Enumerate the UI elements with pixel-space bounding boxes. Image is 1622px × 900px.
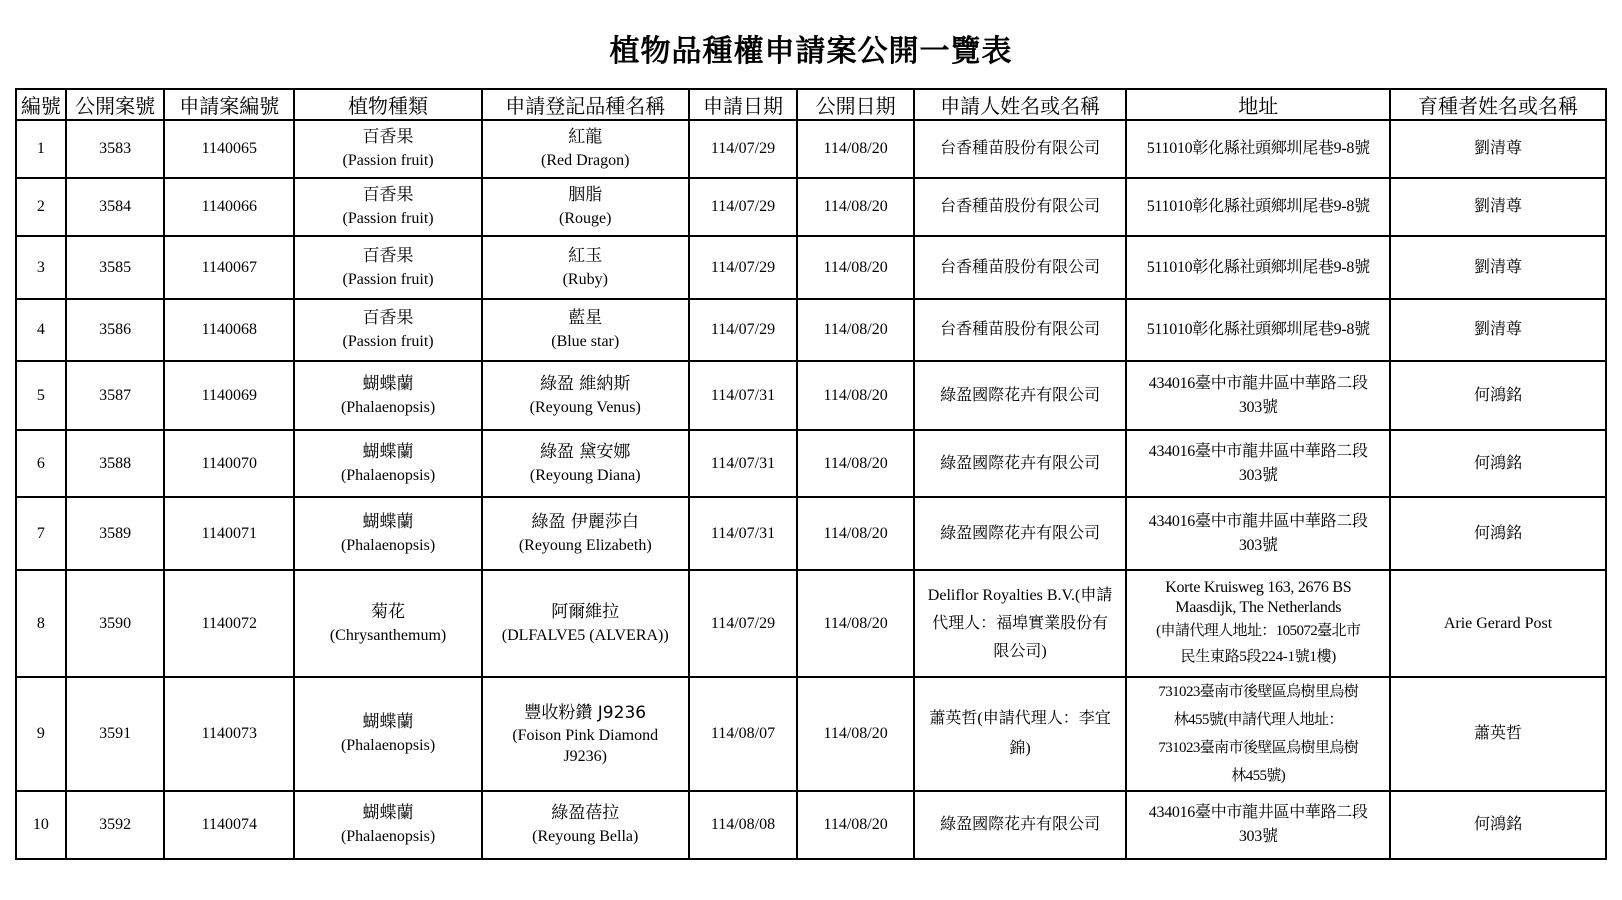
address-line: 303號: [1238, 828, 1278, 845]
cell-applicant: [914, 677, 1127, 791]
variety-en: (Blue star): [551, 333, 620, 350]
cell-no: 7: [16, 497, 66, 570]
cell-address: [1126, 178, 1390, 236]
cell-applicant: [914, 178, 1127, 236]
cell-app-date: 114/08/07: [689, 677, 798, 791]
address-line: 303號: [1238, 398, 1278, 416]
cell-app-no: 1140070: [164, 430, 294, 497]
address-line: 731023臺南市後壁區烏樹里烏樹: [1158, 684, 1359, 700]
cell-no: 6: [16, 430, 66, 497]
cell-species: [294, 497, 482, 570]
variety-zh: 綠盈 黛安娜: [540, 441, 631, 462]
species-zh: 蝴蝶蘭: [362, 712, 414, 732]
cell-species: [294, 178, 482, 236]
address-line: (申請代理人地址：105072臺北市: [1156, 622, 1361, 639]
cell-app-date: 114/07/31: [689, 361, 798, 430]
cell-pub-date: 114/08/20: [797, 299, 913, 361]
species-en: (Phalaenopsis): [340, 737, 436, 754]
table-row: [16, 299, 1606, 361]
cell-pub-no: 3586: [66, 299, 165, 361]
applicant-line: 蕭英哲(申請代理人：李宜: [929, 710, 1111, 727]
header-no: 編號: [16, 89, 66, 120]
address-line: 434016臺中市龍井區中華路二段: [1148, 374, 1368, 392]
cell-applicant: [914, 497, 1127, 570]
variety-en-cont: J9236): [563, 748, 608, 765]
cell-pub-date: 114/08/20: [797, 120, 913, 178]
header-app-no: 申請案編號: [164, 89, 294, 120]
cell-species: [294, 236, 482, 299]
cell-pub-date: 114/08/20: [797, 361, 913, 430]
species-en: (Phalaenopsis): [340, 466, 436, 484]
address-line: 511010彰化縣社頭鄉圳尾巷9-8號: [1146, 140, 1370, 157]
cell-no: 8: [16, 570, 66, 677]
table-row: [16, 430, 1606, 497]
table-row: [16, 178, 1606, 236]
cell-pub-date: 114/08/20: [797, 677, 913, 791]
cell-pub-date: 114/08/20: [797, 570, 913, 677]
cell-address: [1126, 497, 1390, 570]
cell-app-no: 1140067: [164, 236, 294, 299]
table-row: [16, 570, 1606, 677]
cell-pub-date: 114/08/20: [797, 497, 913, 570]
cell-applicant: [914, 791, 1127, 859]
cell-variety: [482, 178, 689, 236]
cell-pub-no: 3588: [66, 430, 165, 497]
applicant-line: 代理人：福埠實業股份有: [932, 614, 1109, 632]
cell-pub-date: 114/08/20: [797, 178, 913, 236]
address-line: 434016臺中市龍井區中華路二段: [1148, 512, 1368, 530]
variety-zh: 胭脂: [568, 185, 603, 205]
variety-en: (DLFALVE5 (ALVERA)): [501, 626, 669, 644]
cell-app-no: 1140065: [164, 120, 294, 178]
cell-breeder: 何鴻銘: [1390, 791, 1606, 859]
variety-en: (Red Dragon): [541, 152, 630, 169]
cell-applicant: [914, 361, 1127, 430]
cell-applicant: [914, 236, 1127, 299]
cell-no: 2: [16, 178, 66, 236]
header-species: 植物種類: [294, 89, 482, 120]
cell-no: 1: [16, 120, 66, 178]
address-line: Maasdijk, The Netherlands: [1175, 598, 1342, 616]
cell-variety: [482, 570, 689, 677]
address-line: Korte Kruisweg 163, 2676 BS: [1165, 578, 1352, 596]
cell-app-date: 114/07/29: [689, 570, 798, 677]
cell-breeder: 劉清尊: [1390, 120, 1606, 178]
cell-address: [1126, 430, 1390, 497]
cell-pub-no: 3589: [66, 497, 165, 570]
cell-address: [1126, 299, 1390, 361]
applicant-line: 綠盈國際花卉有限公司: [940, 386, 1101, 404]
applicant-line: 台香種苗股份有限公司: [940, 140, 1101, 157]
cell-app-date: 114/07/29: [689, 236, 798, 299]
species-zh: 百香果: [362, 185, 414, 205]
cell-applicant: [914, 430, 1127, 497]
cell-variety: [482, 430, 689, 497]
page-title: 植物品種權申請案公開一覽表: [609, 34, 1013, 69]
cell-variety: [482, 236, 689, 299]
cell-applicant: [914, 570, 1127, 677]
cell-app-date: 114/07/29: [689, 120, 798, 178]
cell-no: 3: [16, 236, 66, 299]
table-row: [16, 361, 1606, 430]
cell-variety: [482, 361, 689, 430]
species-en: (Chrysanthemum): [329, 626, 447, 644]
cell-pub-no: 3585: [66, 236, 165, 299]
species-zh: 蝴蝶蘭: [362, 373, 414, 394]
applicant-line: 台香種苗股份有限公司: [940, 321, 1101, 338]
variety-zh: 豐收粉鑽 J9236: [524, 703, 647, 723]
variety-zh: 紅玉: [568, 245, 603, 266]
species-zh: 蝴蝶蘭: [362, 803, 414, 823]
address-line: 731023臺南市後壁區烏樹里烏樹: [1158, 740, 1359, 756]
table-row: [16, 120, 1606, 178]
variety-en: (Rouge): [559, 210, 612, 227]
variety-en: (Reyoung Elizabeth): [518, 536, 652, 554]
cell-address: [1126, 791, 1390, 859]
cell-breeder: 劉清尊: [1390, 299, 1606, 361]
cell-address: [1126, 236, 1390, 299]
cell-pub-no: 3584: [66, 178, 165, 236]
variety-registry-table: [15, 88, 1607, 860]
cell-app-date: 114/07/29: [689, 178, 798, 236]
species-zh: 百香果: [362, 245, 414, 266]
variety-en: (Reyoung Diana): [529, 466, 641, 484]
address-line: 林455號(申請代理人地址：: [1173, 712, 1343, 728]
cell-applicant: [914, 299, 1127, 361]
cell-pub-no: 3587: [66, 361, 165, 430]
variety-zh: 阿爾維拉: [551, 601, 620, 622]
applicant-line: 台香種苗股份有限公司: [940, 258, 1101, 276]
address-line: 434016臺中市龍井區中華路二段: [1148, 804, 1368, 821]
species-zh: 百香果: [362, 127, 414, 147]
cell-no: 5: [16, 361, 66, 430]
species-en: (Phalaenopsis): [340, 828, 436, 845]
cell-breeder: 何鴻銘: [1390, 430, 1606, 497]
cell-app-no: 1140066: [164, 178, 294, 236]
cell-app-no: 1140073: [164, 677, 294, 791]
table-row: [16, 497, 1606, 570]
cell-variety: [482, 791, 689, 859]
cell-app-no: 1140072: [164, 570, 294, 677]
variety-zh: 綠盈 維納斯: [540, 373, 631, 394]
address-line: 511010彰化縣社頭鄉圳尾巷9-8號: [1146, 321, 1370, 338]
species-en: (Passion fruit): [342, 210, 434, 227]
cell-species: [294, 570, 482, 677]
cell-app-no: 1140068: [164, 299, 294, 361]
address-line: 511010彰化縣社頭鄉圳尾巷9-8號: [1146, 198, 1370, 215]
cell-variety: [482, 497, 689, 570]
species-zh: 蝴蝶蘭: [362, 511, 414, 532]
applicant-line: 綠盈國際花卉有限公司: [940, 816, 1101, 833]
cell-address: [1126, 120, 1390, 178]
address-line: 434016臺中市龍井區中華路二段: [1148, 442, 1368, 460]
species-en: (Passion fruit): [342, 152, 434, 169]
cell-breeder: 何鴻銘: [1390, 361, 1606, 430]
cell-app-date: 114/08/08: [689, 791, 798, 859]
cell-address: [1126, 677, 1390, 791]
address-line: 民生東路5段224-1號1樓): [1180, 648, 1336, 665]
cell-breeder: 劉清尊: [1390, 178, 1606, 236]
cell-app-date: 114/07/31: [689, 430, 798, 497]
cell-no: 10: [16, 791, 66, 859]
species-en: (Phalaenopsis): [340, 398, 436, 416]
cell-pub-no: 3590: [66, 570, 165, 677]
cell-breeder: 蕭英哲: [1390, 677, 1606, 791]
cell-pub-no: 3583: [66, 120, 165, 178]
cell-breeder: 何鴻銘: [1390, 497, 1606, 570]
table-row: [16, 677, 1606, 791]
variety-en: (Ruby): [562, 270, 608, 288]
cell-app-date: 114/07/29: [689, 299, 798, 361]
address-line: 303號: [1238, 466, 1278, 484]
cell-pub-date: 114/08/20: [797, 236, 913, 299]
cell-pub-date: 114/08/20: [797, 791, 913, 859]
applicant-line: 台香種苗股份有限公司: [940, 198, 1101, 215]
header-applicant: 申請人姓名或名稱: [914, 89, 1127, 120]
variety-zh: 紅龍: [568, 127, 603, 147]
cell-address: [1126, 361, 1390, 430]
address-line: 511010彰化縣社頭鄉圳尾巷9-8號: [1146, 258, 1370, 276]
species-en: (Passion fruit): [342, 333, 434, 350]
applicant-line: Deliflor Royalties B.V.(申請: [927, 586, 1113, 604]
header-variety: 申請登記品種名稱: [482, 89, 689, 120]
cell-applicant: [914, 120, 1127, 178]
cell-species: [294, 299, 482, 361]
variety-en: (Reyoung Venus): [529, 398, 641, 416]
cell-app-no: 1140074: [164, 791, 294, 859]
species-en: (Passion fruit): [342, 270, 434, 288]
cell-app-no: 1140069: [164, 361, 294, 430]
header-pub-no: 公開案號: [66, 89, 165, 120]
species-zh: 蝴蝶蘭: [362, 441, 414, 462]
cell-no: 4: [16, 299, 66, 361]
applicant-line: 錦): [1009, 740, 1031, 757]
cell-species: [294, 361, 482, 430]
cell-breeder: 劉清尊: [1390, 236, 1606, 299]
cell-pub-date: 114/08/20: [797, 430, 913, 497]
header-address: 地址: [1126, 89, 1390, 120]
cell-no: 9: [16, 677, 66, 791]
applicant-line: 綠盈國際花卉有限公司: [940, 454, 1101, 472]
address-line: 林455號): [1231, 768, 1286, 784]
cell-species: [294, 430, 482, 497]
applicant-line: 限公司): [993, 642, 1047, 660]
cell-pub-no: 3592: [66, 791, 165, 859]
variety-zh: 藍星: [568, 308, 603, 328]
table-row: [16, 791, 1606, 859]
table-header-row: [16, 89, 1606, 120]
cell-species: [294, 677, 482, 791]
cell-species: [294, 791, 482, 859]
species-zh: 菊花: [371, 601, 406, 622]
address-line: 303號: [1238, 536, 1278, 554]
header-pub-date: 公開日期: [797, 89, 913, 120]
cell-app-no: 1140071: [164, 497, 294, 570]
cell-species: [294, 120, 482, 178]
cell-variety: [482, 120, 689, 178]
cell-pub-no: 3591: [66, 677, 165, 791]
header-app-date: 申請日期: [689, 89, 798, 120]
cell-variety: [482, 677, 689, 791]
variety-en: (Reyoung Bella): [532, 828, 639, 845]
table-row: [16, 236, 1606, 299]
applicant-line: 綠盈國際花卉有限公司: [940, 524, 1101, 542]
cell-breeder: Arie Gerard Post: [1390, 570, 1606, 677]
cell-address: [1126, 570, 1390, 677]
cell-variety: [482, 299, 689, 361]
variety-zh: 綠盈 伊麗莎白: [531, 511, 639, 532]
variety-en: (Foison Pink Diamond: [512, 727, 659, 744]
species-zh: 百香果: [362, 308, 414, 328]
header-breeder: 育種者姓名或名稱: [1390, 89, 1606, 120]
cell-app-date: 114/07/31: [689, 497, 798, 570]
variety-zh: 綠盈蓓拉: [551, 803, 620, 823]
species-en: (Phalaenopsis): [340, 536, 436, 554]
